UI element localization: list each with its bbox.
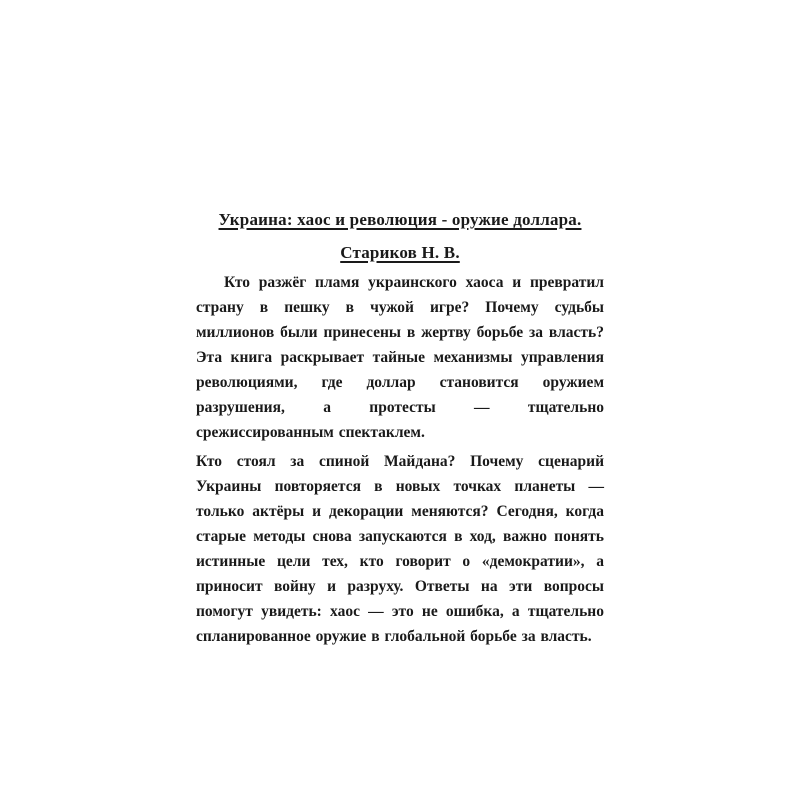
book-title: Украина: хаос и революция - оружие доллара.	[218, 210, 582, 229]
annotation-paragraph-2: Кто стоял за спиной Майдана? Почему сценарий Украины повторяется в новых точках планеты — только актёры и декорации меняются? Сегодня, когда старые методы снова запускаются в ход, важно понять истинные цели тех, кто говорит о «демократии», а приносит войну и разруху. Ответы на эти вопросы помогут увидеть: хаос — это не ошибка, а тщательно спланированное оружие в глобальной борьбе за власть.	[196, 453, 604, 645]
book-author: Стариков Н. В.	[340, 243, 460, 262]
annotation-paragraph-1: Кто разжёг пламя украинского хаоса и превратил страну в пешку в чужой игре? Почему судьбы миллионов были принесены в жертву борьбе за власть? Эта книга раскрывает тайные механизмы управления революциями, где доллар становится оружием разрушения, а протесты — тщательно срежиссированным спектаклем.	[196, 274, 604, 441]
document-content	[196, 207, 604, 649]
